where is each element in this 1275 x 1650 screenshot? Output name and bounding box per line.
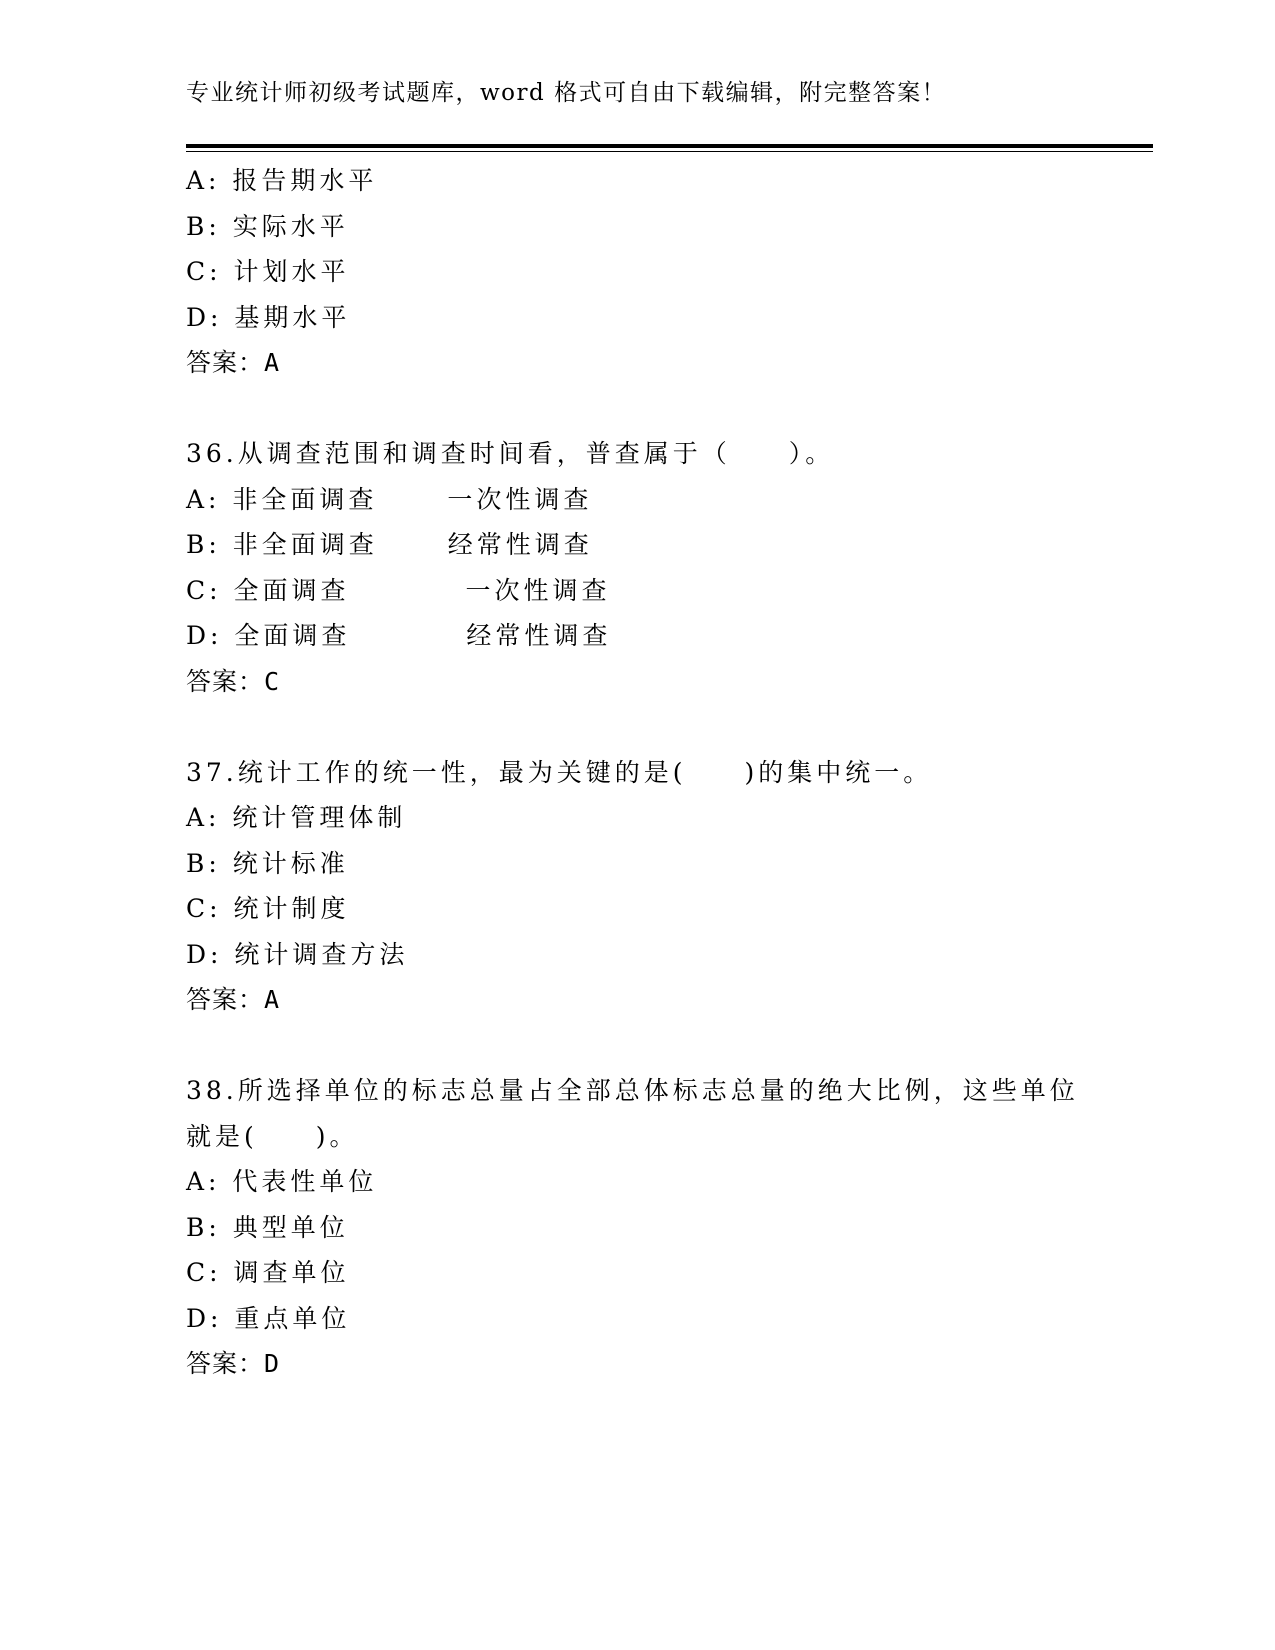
question-stem: 36.从调查范围和调查时间看，普查属于（ ）。 — [186, 439, 835, 468]
spacer — [186, 704, 1106, 750]
document-body — [186, 158, 1106, 1387]
option-c: C: 调查单位 — [186, 1258, 350, 1287]
option-a: A: 统计管理体制 — [186, 803, 407, 832]
question-35-continued — [186, 158, 1106, 386]
option-d: D: 重点单位 — [186, 1303, 351, 1333]
option-d: D: 基期水平 — [186, 302, 351, 332]
option-b: B: 实际水平 — [186, 211, 349, 241]
option-d: D: 统计调查方法 — [186, 939, 409, 969]
spacer — [186, 386, 1106, 432]
answer-line — [186, 977, 1106, 1023]
option-b: B: 典型单位 — [186, 1212, 349, 1242]
option-b: B: 非全面调查 经常性调查 — [186, 530, 593, 559]
answer-line — [186, 659, 1106, 705]
option-a: A: 报告期水平 — [186, 166, 378, 195]
answer-label: 答案： — [186, 666, 265, 696]
answer-value: C — [264, 666, 281, 696]
header-rule-thick — [186, 144, 1153, 148]
option-c: C: 统计制度 — [186, 894, 350, 923]
option-d: D: 全面调查 经常性调查 — [186, 621, 612, 650]
answer-value: D — [264, 1349, 281, 1378]
answer-value: A — [264, 348, 281, 377]
answer-label: 答案： — [186, 1349, 265, 1378]
spacer — [186, 1023, 1106, 1069]
question-stem: 37.统计工作的统一性，最为关键的是( )的集中统一。 — [186, 757, 933, 787]
page-header: 专业统计师初级考试题库，word 格式可自由下载编辑，附完整答案！ — [186, 80, 947, 106]
answer-line — [186, 340, 1106, 386]
header-rule-thin — [186, 151, 1153, 152]
answer-line — [186, 1341, 1106, 1387]
question-38 — [186, 1068, 1106, 1387]
option-c: C: 全面调查 一次性调查 — [186, 575, 611, 605]
answer-value: A — [264, 985, 281, 1014]
question-37 — [186, 750, 1106, 1023]
answer-label: 答案： — [186, 985, 265, 1014]
question-stem: 38.所选择单位的标志总量占全部总体标志总量的绝大比例，这些单位就是( )。 — [186, 1076, 1079, 1151]
option-a: A: 代表性单位 — [186, 1167, 378, 1196]
option-b: B: 统计标准 — [186, 848, 349, 878]
option-a: A: 非全面调查 一次性调查 — [186, 484, 593, 514]
option-c: C: 计划水平 — [186, 257, 350, 286]
question-36 — [186, 431, 1106, 704]
answer-label: 答案： — [186, 348, 265, 377]
